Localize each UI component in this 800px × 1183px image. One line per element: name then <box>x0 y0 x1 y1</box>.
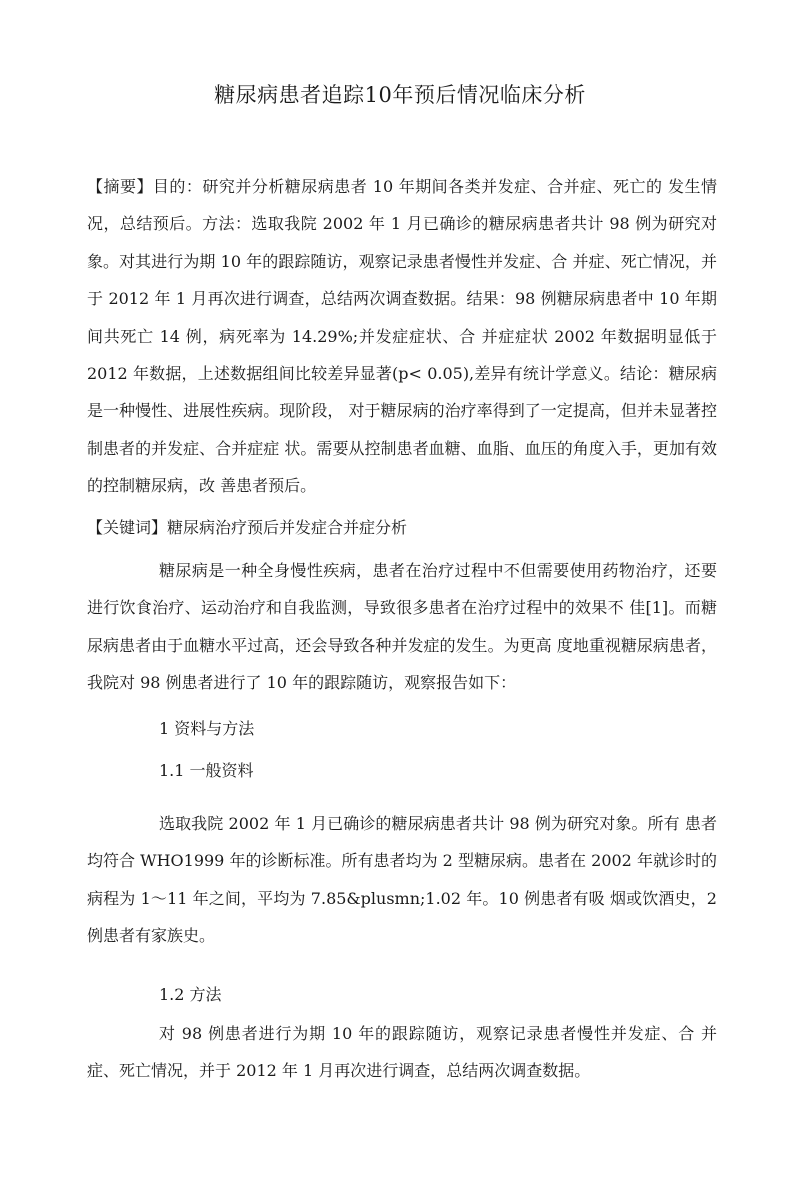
section-1-2-paragraph: 对 98 例患者进行为期 10 年的跟踪随访，观察记录患者慢性并发症、合 并症、死亡情况，并于 2012 年 1 月再次进行调查，总结两次调查数据。 <box>87 1024 717 1081</box>
keywords-line: 【关键词】糖尿病治疗预后并发症合并症分析 <box>87 518 408 537</box>
section-1-1-paragraph: 选取我院 2002 年 1 月已确诊的糖尿病患者共计 98 例为研究对象。所有 患者均符合 WHO1999 年的诊断标准。所有患者均为 2 型糖尿病。患者在 2002 年就诊时的病程为 1～11 年之间，平均为 7.85&plusmn;1.02 年。10 例患者有吸 烟或饮酒史，2 例患者有家族史。 <box>87 814 717 946</box>
document-title: 糖尿病患者追踪10年预后情况临床分析 <box>214 83 586 107</box>
section-1-heading: 1 资料与方法 <box>159 719 255 738</box>
intro-paragraph: 糖尿病是一种全身慢性疾病，患者在治疗过程中不但需要使用药物治疗，还要进行饮食治疗、运动治疗和自我监测，导致很多患者在治疗过程中的效果不 佳[1]。而糖尿病患者由于血糖水平过高，还会导致各种并发症的发生。为更高 度地重视糖尿病患者，我院对 98 例患者进行了 10 年的跟踪随访，观察报告如下： <box>87 561 717 693</box>
section-1-2-heading: 1.2 方法 <box>159 985 222 1004</box>
section-1-1-heading: 1.1 一般资料 <box>159 761 254 780</box>
abstract-paragraph: 【摘要】目的：研究并分析糖尿病患者 10 年期间各类并发症、合并症、死亡的 发生情况，总结预后。方法：选取我院 2002 年 1 月已确诊的糖尿病患者共计 98 例为研究对象。对其进行为期 10 年的跟踪随访，观察记录患者慢性并发症、合 并症、死亡情况，并于 2012 年 1 月再次进行调查，总结两次调查数据。结果：98 例糖尿病患者中 10 年期间共死亡 14 例，病死率为 14.29%;并发症症状、合 并症症状 2002 年数据明显低于 2012 年数据，上述数据组间比较差异显著(p< 0.05),差异有统计学意义。结论：糖尿病是一种慢性、进展性疾病。现阶段， 对于糖尿病的治疗率得到了一定提高，但并未显著控制患者的并发症、合并症症 状。需要从控制患者血糖、血脂、血压的角度入手，更加有效的控制糖尿病，改 善患者预后。 <box>87 177 717 496</box>
